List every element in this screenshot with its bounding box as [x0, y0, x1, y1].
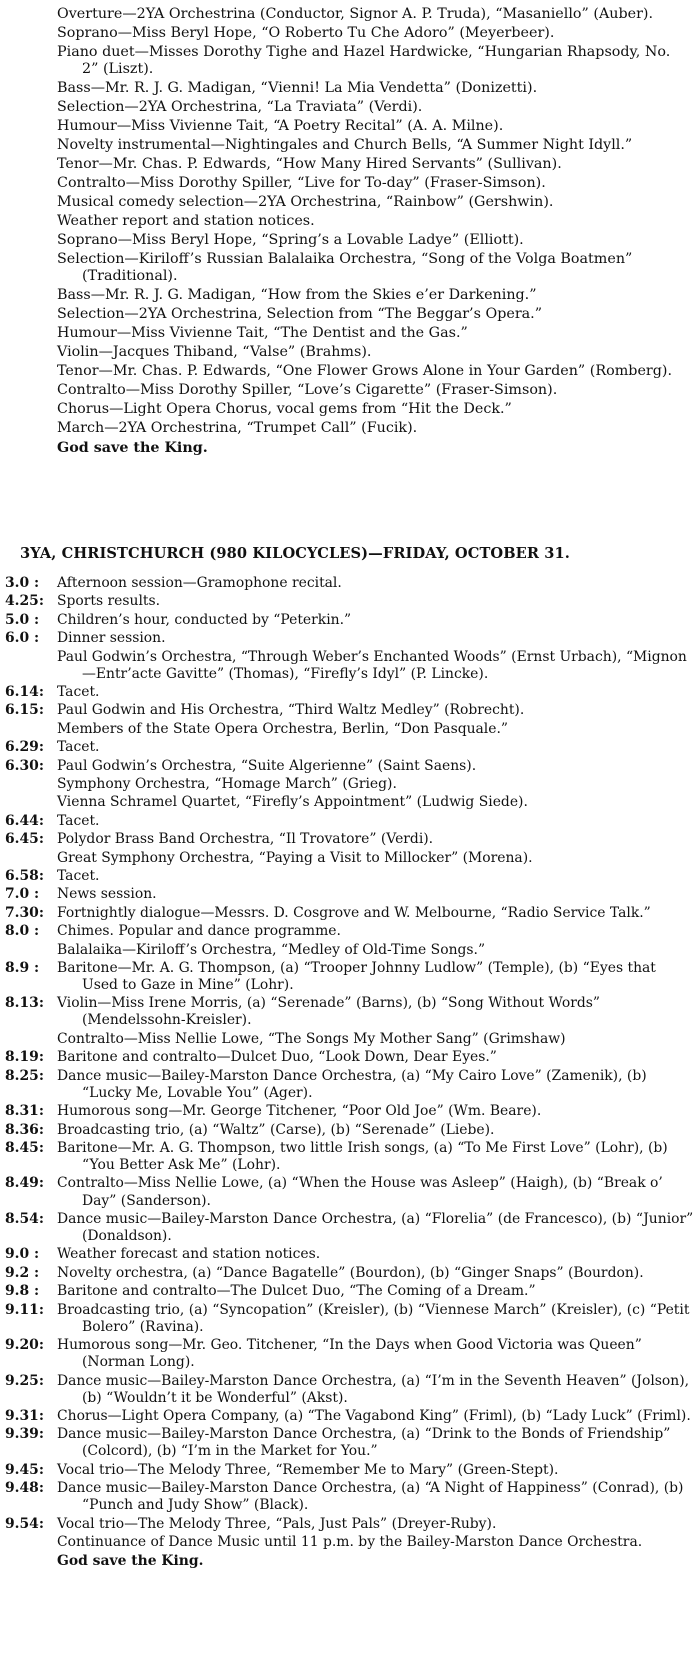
programme-item: Musical comedy selection—2YA Orchestrina, “Rainbow” (Gershwin).: [57, 194, 554, 211]
schedule-time: 3.0 :: [5, 575, 40, 591]
schedule-time: [5, 649, 57, 683]
schedule-entry: Continuance of Dance Music until 11 p.m. by the Bailey-Marston Dance Orchestra.: [57, 1534, 643, 1551]
schedule-entry: Dance music—Bailey-Marston Dance Orchestra, (a) “A Night of Happiness” (Conrad), (b) “Punch and Judy Show” (Black).: [57, 1480, 684, 1514]
schedule-time: [5, 721, 57, 738]
schedule-time: 9.31:: [5, 1408, 44, 1424]
schedule-time: 6.44:: [5, 812, 44, 829]
god-save-the-king: God save the King.: [57, 1552, 204, 1569]
schedule-entry: Baritone—Mr. A. G. Thompson, two little Irish songs, (a) “To Me First Love” (Lohr), (b) “You Better Ask Me” (Lohr).: [57, 1139, 668, 1174]
programme-item: Overture—2YA Orchestrina (Conductor, Signor A. P. Truda), “Masaniello” (Auber).: [57, 6, 654, 22]
programme-item: March—2YA Orchestrina, “Trumpet Call” (Fucik).: [57, 420, 418, 437]
programme-item: Humour—Miss Vivienne Tait, “A Poetry Recital” (A. A. Milne).: [57, 118, 504, 135]
schedule-time: [5, 1031, 57, 1048]
schedule-time: 9.48:: [5, 1480, 44, 1497]
schedule-entry: Symphony Orchestra, “Homage March” (Grieg).: [57, 776, 397, 792]
schedule-row: [5, 1480, 695, 1514]
schedule-entry: Chimes. Popular and dance programme.: [57, 923, 341, 940]
schedule-time: 6.14:: [5, 684, 44, 701]
schedule-time: 9.2 :: [5, 1264, 40, 1281]
schedule-entry: Great Symphony Orchestra, “Paying a Visit to Millocker” (Morena).: [57, 849, 533, 866]
schedule-row: [5, 1068, 695, 1102]
schedule-entry: Humorous song—Mr. George Titchener, “Poor Old Joe” (Wm. Beare).: [57, 1103, 542, 1120]
god-save-the-king: God save the King.: [57, 439, 208, 456]
programme-item: Novelty instrumental—Nightingales and Church Bells, “A Summer Night Idyll.”: [57, 137, 633, 154]
schedule-row: [5, 1103, 695, 1120]
schedule-time: 9.39:: [5, 1426, 44, 1443]
schedule-row: [5, 794, 695, 811]
schedule-time: 6.58:: [5, 867, 44, 884]
schedule-time: 8.0 :: [5, 923, 40, 940]
schedule-entry: Contralto—Miss Nellie Lowe, “The Songs My Mother Sang” (Grimshaw): [57, 1030, 566, 1047]
schedule-time: 9.8 :: [5, 1283, 40, 1300]
schedule-entry: Polydor Brass Band Orchestra, “Il Trovatore” (Verdi).: [57, 831, 434, 848]
programme-item: Humour—Miss Vivienne Tait, “The Dentist and the Gas.”: [57, 325, 468, 342]
schedule-entry: News session.: [57, 886, 157, 903]
schedule-entry: Broadcasting trio, (a) “Syncopation” (Kreisler), (b) “Viennese March” (Kreisler), (c) “Petit Bolero” (Ravina).: [57, 1301, 690, 1335]
schedule-time: 9.11:: [5, 1301, 44, 1318]
schedule-row: [5, 1373, 695, 1407]
schedule-time: 6.0 :: [5, 630, 40, 647]
schedule-row: [5, 684, 695, 701]
schedule-entry: Vocal trio—The Melody Three, “Pals, Just Pals” (Dreyer-Ruby).: [57, 1515, 497, 1532]
programme-item: Bass—Mr. R. J. G. Madigan, “How from the Skies e’er Darkening.”: [57, 287, 537, 304]
programme-item: Piano duet—Misses Dorothy Tighe and Hazel Hardwicke, “Hungarian Rhapsody, No. 2” (Liszt).: [57, 44, 671, 78]
programme-item: Selection—2YA Orchestrina, “La Traviata” (Verdi).: [57, 99, 423, 116]
schedule-entry: Tacet.: [57, 739, 100, 756]
schedule-row: [5, 1246, 695, 1263]
schedule-row: [5, 1122, 695, 1139]
schedule-row: [5, 575, 695, 592]
schedule-row: [5, 960, 695, 994]
schedule-entry: Afternoon session—Gramophone recital.: [57, 575, 342, 591]
programme-item: Selection—2YA Orchestrina, Selection from “The Beggar’s Opera.”: [57, 306, 543, 323]
schedule-entry: Vienna Schramel Quartet, “Firefly’s Appointment” (Ludwig Siede).: [57, 794, 528, 811]
schedule-entry: Tacet.: [57, 812, 100, 829]
programme-item: Selection—Kiriloff’s Russian Balalaika Orchestra, “Song of the Volga Boatmen” (Traditional).: [57, 251, 633, 285]
schedule-time: 8.54:: [5, 1210, 44, 1227]
schedule-time: [5, 850, 57, 867]
schedule-time: [5, 776, 57, 793]
schedule-time: 9.0 :: [5, 1246, 40, 1263]
schedule-row: [5, 1031, 695, 1048]
schedule-row: [5, 1462, 695, 1479]
schedule-entry: Humorous song—Mr. Geo. Titchener, “In the Days when Good Victoria was Queen” (Norman Long).: [57, 1337, 642, 1371]
schedule-time: [5, 942, 57, 959]
schedule-row: [5, 1140, 695, 1174]
schedule-row: [5, 850, 695, 867]
programme-item: Violin—Jacques Thiband, “Valse” (Brahms).: [57, 344, 372, 361]
schedule-time: 8.13:: [5, 995, 44, 1012]
schedule-entry: Vocal trio—The Melody Three, “Remember Me to Mary” (Green-Stept).: [57, 1461, 559, 1478]
schedule-entry: Weather forecast and station notices.: [57, 1246, 321, 1263]
schedule-time: 4.25:: [5, 593, 44, 610]
schedule-time: 9.54:: [5, 1515, 44, 1532]
schedule-entry: Paul Godwin’s Orchestra, “Through Weber’s Enchanted Woods” (Ernst Urbach), “Mignon—Entr’acte Gavitte” (Thomas), “Firefly’s Idyl” (P. Lincke).: [57, 648, 687, 682]
schedule-entry: Paul Godwin’s Orchestra, “Suite Algerienne” (Saint Saens).: [57, 757, 477, 774]
schedule-time: 6.29:: [5, 739, 44, 756]
schedule-entry: Chorus—Light Opera Company, (a) “The Vagabond King” (Friml), (b) “Lady Luck” (Friml).: [57, 1408, 691, 1424]
schedule-row: [5, 942, 695, 959]
programme-item: Contralto—Miss Dorothy Spiller, “Love’s Cigarette” (Fraser-Simson).: [57, 382, 558, 399]
schedule-row: [5, 905, 695, 922]
schedule-entry: Fortnightly dialogue—Messrs. D. Cosgrove and W. Melbourne, “Radio Service Talk.”: [57, 904, 651, 921]
schedule-row: [5, 612, 695, 629]
schedule-row: [5, 1283, 695, 1300]
schedule-time: 7.0 :: [5, 886, 40, 903]
schedule-time: 8.36:: [5, 1121, 44, 1138]
programme-item: Soprano—Miss Beryl Hope, “O Roberto Tu Che Adoro” (Meyerbeer).: [57, 25, 555, 41]
schedule-entry: Violin—Miss Irene Morris, (a) “Serenade” (Barns), (b) “Song Without Words” (Mendelssohn-Kreisler).: [57, 995, 600, 1029]
schedule-time: 9.20:: [5, 1337, 44, 1354]
section-heading: 3YA, CHRISTCHURCH (980 KILOCYCLES)—FRIDAY, OCTOBER 31.: [20, 545, 570, 562]
3ya-schedule: [5, 575, 695, 1571]
schedule-row: [5, 630, 695, 647]
schedule-entry: Dance music—Bailey-Marston Dance Orchestra, (a) “My Cairo Love” (Zamenik), (b) “Lucky Me, Lovable You” (Ager).: [57, 1067, 647, 1101]
schedule-entry: Baritone—Mr. A. G. Thompson, (a) “Trooper Johnny Ludlow” (Temple), (b) “Eyes that Used to Gaze in Mine” (Lohr).: [57, 959, 656, 993]
programme-item: Chorus—Light Opera Chorus, vocal gems from “Hit the Deck.”: [57, 401, 512, 418]
schedule-entry: Broadcasting trio, (a) “Waltz” (Carse), (b) “Serenade” (Liebe).: [57, 1121, 495, 1138]
programme-item: Bass—Mr. R. J. G. Madigan, “Vienni! La Mia Vendetta” (Donizetti).: [57, 80, 538, 97]
schedule-entry: Members of the State Opera Orchestra, Berlin, “Don Pasquale.”: [57, 720, 508, 737]
schedule-row: [5, 1516, 695, 1533]
schedule-row: [5, 1302, 695, 1336]
schedule-row: [5, 1175, 695, 1209]
schedule-row: [5, 1211, 695, 1245]
schedule-time: 9.45:: [5, 1461, 44, 1478]
schedule-row: [5, 1337, 695, 1371]
schedule-row: [5, 1426, 695, 1460]
schedule-entry: Children’s hour, conducted by “Peterkin.”: [57, 611, 352, 628]
schedule-entry: Balalaika—Kiriloff’s Orchestra, “Medley of Old-Time Songs.”: [57, 941, 486, 958]
schedule-time: 5.0 :: [5, 611, 40, 628]
schedule-entry: Dance music—Bailey-Marston Dance Orchestra, (a) “I’m in the Seventh Heaven” (Jolson), (b) “Wouldn’t it be Wonderful” (Akst).: [57, 1372, 690, 1406]
schedule-entry: Paul Godwin and His Orchestra, “Third Waltz Medley” (Robrecht).: [57, 702, 525, 719]
schedule-time: 8.45:: [5, 1139, 44, 1156]
schedule-time: 6.45:: [5, 831, 44, 848]
schedule-time: [5, 1534, 57, 1551]
schedule-row: [5, 1534, 695, 1551]
schedule-time: 8.19:: [5, 1049, 44, 1066]
programme-item: Contralto—Miss Dorothy Spiller, “Live for To-day” (Fraser-Simson).: [57, 175, 546, 192]
schedule-time: 8.31:: [5, 1103, 44, 1120]
schedule-time: 6.15:: [5, 702, 44, 719]
schedule-row: [5, 813, 695, 830]
schedule-row: [5, 593, 695, 610]
schedule-entry: Tacet.: [57, 684, 100, 701]
schedule-entry: Dance music—Bailey-Marston Dance Orchestra, (a) “Drink to the Bonds of Friendship” (Colcord), (b) “I’m in the Market for You.”: [57, 1426, 671, 1460]
schedule-row: [5, 739, 695, 756]
2ya-programme-continued: [57, 6, 682, 459]
programme-item: Tenor—Mr. Chas. P. Edwards, “How Many Hired Servants” (Sullivan).: [57, 156, 562, 173]
schedule-time: [5, 794, 57, 811]
schedule-row: [5, 1553, 695, 1570]
schedule-row: [5, 1408, 695, 1425]
schedule-row: [5, 702, 695, 719]
schedule-entry: Contralto—Miss Nellie Lowe, (a) “When the House was Asleep” (Haigh), (b) “Break o’ Day” (Sanderson).: [57, 1175, 663, 1209]
schedule-row: [5, 1265, 695, 1282]
schedule-entry: Novelty orchestra, (a) “Dance Bagatelle” (Bourdon), (b) “Ginger Snaps” (Bourdon).: [57, 1264, 644, 1281]
programme-item: Weather report and station notices.: [57, 213, 315, 230]
schedule-time: 7.30:: [5, 904, 44, 921]
schedule-time: 6.30:: [5, 757, 44, 774]
programme-item: Tenor—Mr. Chas. P. Edwards, “One Flower Grows Alone in Your Garden” (Romberg).: [57, 363, 673, 380]
schedule-time: 9.25:: [5, 1372, 44, 1389]
schedule-row: [5, 758, 695, 775]
schedule-time: 8.49:: [5, 1175, 44, 1192]
programme-item: Soprano—Miss Beryl Hope, “Spring’s a Lovable Ladye” (Elliott).: [57, 232, 524, 249]
schedule-entry: Dinner session.: [57, 630, 166, 647]
schedule-row: [5, 868, 695, 885]
schedule-row: [5, 886, 695, 903]
schedule-time: 8.9 :: [5, 959, 40, 976]
schedule-row: [5, 721, 695, 738]
schedule-entry: Dance music—Bailey-Marston Dance Orchestra, (a) “Florelia” (de Francesco), (b) “Junior” (Donaldson).: [57, 1210, 694, 1244]
schedule-entry: Tacet.: [57, 867, 100, 884]
schedule-entry: Sports results.: [57, 593, 161, 610]
schedule-row: [5, 776, 695, 793]
schedule-row: [5, 995, 695, 1029]
schedule-time: 8.25:: [5, 1067, 44, 1084]
schedule-row: [5, 1049, 695, 1066]
schedule-entry: Baritone and contralto—The Dulcet Duo, “The Coming of a Dream.”: [57, 1283, 536, 1300]
schedule-row: [5, 649, 695, 683]
schedule-row: [5, 831, 695, 848]
schedule-entry: Baritone and contralto—Dulcet Duo, “Look Down, Dear Eyes.”: [57, 1049, 497, 1066]
schedule-row: [5, 923, 695, 940]
